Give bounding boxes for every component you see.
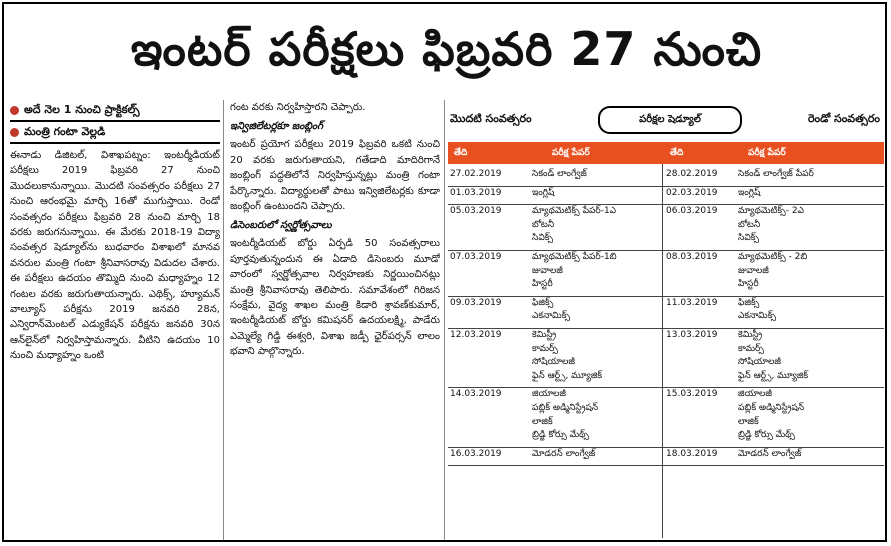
paper-name: సోషియాలజీ <box>738 357 781 368</box>
exam-papers-first-year <box>532 388 662 442</box>
table-row <box>448 187 884 206</box>
article-body-1: ఈనాడు డిజిటల్, విశాఖపట్నం: ఇంటర్మీడియట్ పరీక్షలు 2019 ఫిబ్రవరి 27 నుంచి మొదలుకానున్నాయి. మొదటి సంవత్సరం పరీక్షలు 27 నుంచి ఆరంభమై మార్చి 16తో ముగుస్తాయి. రెండో సంవత్సరం పరీక్షలు ఫిబ్రవరి 28 నుంచి మార్చి 18 వరకు జరుగనున్నాయి. ఈ మేరకు 2018-19 విద్యా సంవత్సర షెడ్యూల్‌ను బుధవారం విశాఖలో మానవ వనరుల మంత్రి గంటా శ్రీనివాసరావు విడుదల చేశారు. ఈ పరీక్షలు ఉదయం తొమ్మిది నుంచి మధ్యాహ్నం 12 గంటల వరకు జరుగుతాయన్నారు. ఎథిక్స్, హ్యూమన్ వాల్యూస్ పరీక్షను 2019 జనవరి 28న, ఎన్విరాన్‌మెంటల్ ఎడ్యుకేషన్ పరీక్షను జనవరి 30న ఆన్‌లైన్‌లో నిర్వహిస్తామన్నారు. వీటిని ఉదయం 10 నుంచి మధ్యాహ్నం ఒంటి <box>10 150 220 362</box>
bullet-icon <box>10 106 19 115</box>
paper-name: జువాలజీ <box>738 265 769 276</box>
paper-name: బోటనీ <box>738 219 761 230</box>
table-header <box>448 142 884 164</box>
table-row <box>448 205 884 251</box>
paper-name: సెకండ్ లాంగ్వేజ్ పేపర్ <box>738 169 814 179</box>
header-paper-2: పరీక్ష పేపర్ <box>748 148 786 158</box>
article-column-1 <box>10 100 220 540</box>
paper-name: ఇంగ్లిష్ <box>738 187 761 198</box>
exam-papers-first-year <box>532 205 662 246</box>
exam-date-first-year: 14.03.2019 <box>450 389 502 400</box>
exam-schedule <box>448 102 884 542</box>
header-date-2: తేది <box>670 148 684 158</box>
bullet-icon <box>10 128 19 137</box>
schedule-badge: పరీక్షల షెడ్యూల్ <box>598 106 742 134</box>
paper-name: మ్యాథమెటిక్స్ - 2బి <box>738 251 808 262</box>
paper-name: సెకండ్ లాంగ్వేజ్ <box>532 169 587 179</box>
paper-name: కామర్స్ <box>738 343 764 354</box>
paper-name: సివిక్స్ <box>738 233 760 244</box>
exam-date-first-year: 09.03.2019 <box>450 297 502 308</box>
exam-papers-first-year <box>532 329 662 383</box>
exam-papers-first-year <box>532 297 662 324</box>
paper-name: పబ్లిక్ అడ్మినిస్ట్రేషన్ <box>532 402 599 413</box>
paper-name: సోషియాలజీ <box>532 357 575 368</box>
article-body-2b: ఇంటర్ ప్రయోగ పరీక్షలు 2019 ఫిబ్రవరి ఒకటి నుంచి 20 వరకు జరుగుతాయని, గతేడాది మాదిరిగానే జంబ్లింగ్ పద్ధతిలోనే నిర్వహిస్తున్నట్లు మంత్రి గంటా పేర్కొన్నారు. విద్యార్థులతో పాటు ఇన్విజిలేటర్లకు కూడా జంబ్లింగ్ ఉంటుందని చెప్పారు. <box>230 139 440 213</box>
paper-name: మ్యాథమెటిక్స్ పేపర్-1ఎ <box>532 206 617 217</box>
paper-name: జియాలజీ <box>532 389 567 400</box>
exam-date-first-year: 01.03.2019 <box>450 187 502 198</box>
exam-papers-first-year <box>532 168 662 182</box>
schedule-rows <box>448 168 884 466</box>
news-clipping <box>2 2 887 542</box>
paper-name: మోడరన్ లాంగ్వేజ్ <box>738 448 802 459</box>
article-body-2a: గంట వరకు నిర్వహిస్తారని చెప్పారు. <box>230 102 366 113</box>
paper-name: ఫైన్ ఆర్ట్స్, మ్యూజిక్ <box>738 370 809 381</box>
paper-name: ఎకనామిక్స్ <box>532 311 571 322</box>
exam-papers-first-year <box>532 187 662 201</box>
exam-papers-second-year <box>738 297 884 324</box>
exam-date-second-year: 15.03.2019 <box>666 389 718 400</box>
article-body-2c: ఇంటర్మీడియట్ బోర్డు ఏర్పడి 50 సంవత్సరాలు పూర్తవుతున్నందున ఈ ఏడాది డిసెంబరు మూడో వారంలో స్వర్ణోత్సవాల నిర్వహణకు నిర్ణయించినట్లు మంత్రి శ్రీనివాసరావు తెలిపారు. సమావేశంలో గిరిజన సంక్షేమ, వైద్య శాఖల మంత్రి కిడారి శ్రావణ్‌కుమార్, ఇంటర్మీడియట్ బోర్డు కమిషనర్ ఉదయలక్ష్మి, పాడేరు ఎమ్మెల్యే గిడ్డి ఈశ్వరి, విశాఖ జడ్పీ ఛైర్‌పర్సన్ లాలం భవాని పాల్గొన్నారు. <box>230 238 440 358</box>
exam-date-second-year: 13.03.2019 <box>666 329 718 340</box>
schedule-header <box>448 102 884 138</box>
paper-name: బ్రిడ్జి కోర్సు మేథ్స్ <box>532 430 589 441</box>
exam-date-second-year: 28.02.2019 <box>666 169 718 179</box>
exam-date-first-year: 27.02.2019 <box>450 169 502 179</box>
paper-name: ఫిజిక్స్ <box>738 297 760 308</box>
paper-name: జియాలజీ <box>738 389 773 400</box>
column-divider <box>444 100 445 540</box>
section-heading-invigilators: ఇన్విజిలేటర్లకూ జంబ్లింగ్ <box>230 121 323 133</box>
paper-name: మ్యాథమెటిక్స్ పేపర్-1బి <box>532 251 617 262</box>
column-divider <box>223 100 224 540</box>
exam-date-second-year: 06.03.2019 <box>666 206 718 217</box>
paper-name: మోడరన్ లాంగ్వేజ్ <box>532 448 596 459</box>
paper-name: హిస్టరీ <box>532 279 553 290</box>
table-row <box>448 251 884 297</box>
exam-date-second-year: 08.03.2019 <box>666 251 718 262</box>
exam-papers-second-year <box>738 187 884 201</box>
exam-date-first-year: 16.03.2019 <box>450 448 502 459</box>
paper-name: లాజిక్ <box>738 416 759 427</box>
exam-date-second-year: 18.03.2019 <box>666 448 718 459</box>
exam-papers-second-year <box>738 168 884 182</box>
exam-date-first-year: 12.03.2019 <box>450 329 502 340</box>
table-row <box>448 297 884 329</box>
exam-papers-second-year <box>738 251 884 292</box>
table-row <box>448 168 884 187</box>
exam-papers-second-year <box>738 388 884 442</box>
table-row <box>448 448 884 467</box>
paper-name: మ్యాథమెటిక్స్- 2ఎ <box>738 206 804 217</box>
paper-name: ఎకనామిక్స్ <box>738 311 777 322</box>
paper-name: ఫైన్ ఆర్ట్స్, మ్యూజిక్ <box>532 370 603 381</box>
exam-papers-first-year <box>532 251 662 292</box>
paper-name: కెమిస్ట్రీ <box>532 329 557 340</box>
paper-name: జువాలజీ <box>532 265 563 276</box>
table-row <box>448 329 884 388</box>
exam-papers-first-year <box>532 448 662 462</box>
paper-name: ఫిజిక్స్ <box>532 297 554 308</box>
exam-papers-second-year <box>738 448 884 462</box>
header-paper-1: పరీక్ష పేపర్ <box>552 148 590 158</box>
paper-name: బోటనీ <box>532 219 555 230</box>
exam-date-second-year: 02.03.2019 <box>666 187 718 198</box>
first-year-label: మొదటి సంవత్సరం <box>450 112 532 125</box>
paper-name: పబ్లిక్ అడ్మినిస్ట్రేషన్ <box>738 402 805 413</box>
exam-papers-second-year <box>738 205 884 246</box>
headline: ఇంటర్ పరీక్షలు ఫిబ్రవరి 27 నుంచి <box>130 22 763 76</box>
section-heading-golden-jubilee: డిసెంబరులో స్వర్ణోత్సవాలు <box>230 220 332 232</box>
subheading-1: అదే నెల 1 నుంచి ప్రాక్టికల్స్ <box>10 100 220 122</box>
paper-name: బ్రిడ్జి కోర్సు మేథ్స్ <box>738 430 795 441</box>
exam-papers-second-year <box>738 329 884 383</box>
exam-date-first-year: 05.03.2019 <box>450 206 502 217</box>
second-year-label: రెండో సంవత్సరం <box>807 112 880 125</box>
paper-name: సివిక్స్ <box>532 233 554 244</box>
header-date-1: తేది <box>454 148 468 158</box>
subheading-2: మంత్రి గంటా వెల్లడి <box>10 122 220 144</box>
paper-name: ఇంగ్లిష్ <box>532 187 555 198</box>
paper-name: లాజిక్ <box>532 416 553 427</box>
paper-name: కామర్స్ <box>532 343 558 354</box>
table-row <box>448 388 884 447</box>
article-column-2 <box>230 100 440 540</box>
paper-name: కెమిస్ట్రీ <box>738 329 763 340</box>
exam-date-second-year: 11.03.2019 <box>666 297 718 308</box>
paper-name: హిస్టరీ <box>738 279 759 290</box>
exam-date-first-year: 07.03.2019 <box>450 251 502 262</box>
